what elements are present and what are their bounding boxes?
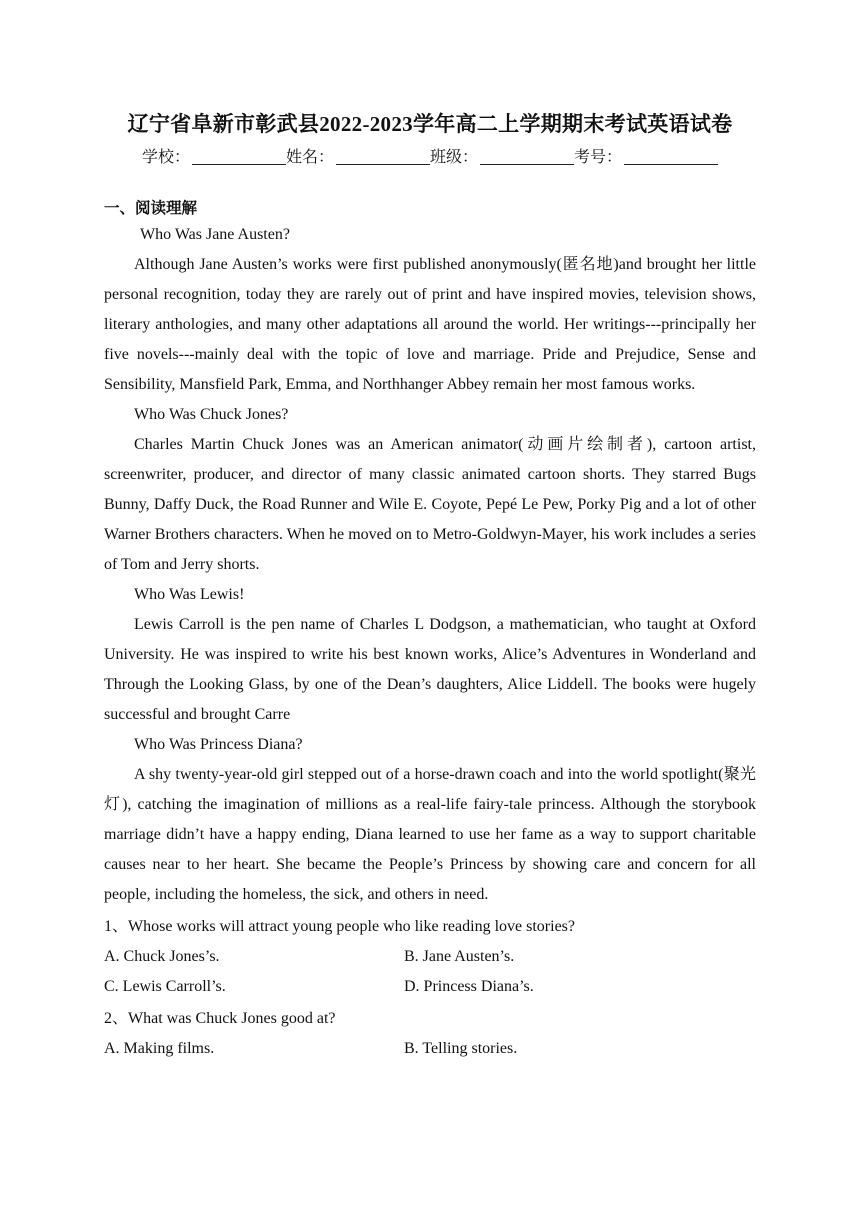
passage-subhead: Who Was Chuck Jones?	[134, 406, 289, 423]
answer-option[interactable]: C. Lewis Carroll’s.	[104, 978, 226, 995]
student-info-line	[0, 145, 860, 169]
class-blank[interactable]	[480, 148, 574, 165]
page-title: 辽宁省阜新市彰武县2022-2023学年高二上学期期末考试英语试卷	[127, 112, 733, 136]
school-blank[interactable]	[192, 148, 286, 165]
section-heading: 一、阅读理解	[104, 199, 198, 217]
class-field	[430, 145, 574, 169]
exam-number-label: 考号：	[574, 147, 623, 166]
answer-option[interactable]: A. Making films.	[104, 1040, 215, 1057]
answer-option[interactable]: D. Princess Diana’s.	[404, 978, 534, 995]
question-stem: 2、What was Chuck Jones good at?	[104, 1010, 336, 1027]
school-field	[142, 145, 286, 169]
school-label: 学校：	[141, 147, 190, 166]
question-stem: 1、Whose works will attract young people who like reading love stories?	[104, 918, 575, 935]
answer-option[interactable]: A. Chuck Jones’s.	[104, 948, 220, 965]
exam-number-field	[574, 145, 718, 169]
option-row	[104, 1034, 756, 1064]
passage-subhead: Who Was Princess Diana?	[134, 736, 303, 753]
passage-paragraph: Although Jane Austen’s works were first published anonymously(匿名地)and brought her little personal recognition, today they are rarely out of print and have inspired movies, television shows, literary anthologies, and many other adaptations all around the world. Her writings---principally her five novels---mainly deal with the topic of love and marriage. Pride and Prejudice, Sense and Sensibility, Mansfield Park, Emma, and Northhanger Abbey remain her most famous works.	[104, 256, 756, 393]
passage-paragraph: Lewis Carroll is the pen name of Charles L Dodgson, a mathematician, who taught at Oxford University. He was inspired to write his best known works, Alice’s Adventures in Wonderland and Through the Looking Glass, by one of the Dean’s daughters, Alice Liddell. The books were hugely successful and brought Carre	[104, 616, 756, 723]
class-label: 班级：	[430, 147, 479, 166]
exam-number-blank[interactable]	[624, 148, 718, 165]
passage-subhead: Who Was Lewis!	[134, 586, 245, 603]
option-row	[104, 942, 756, 972]
passage-subhead: Who Was Jane Austen?	[140, 226, 290, 243]
option-row	[104, 972, 756, 1002]
answer-option[interactable]: B. Telling stories.	[404, 1040, 518, 1057]
name-field	[286, 145, 430, 169]
answer-option[interactable]: B. Jane Austen’s.	[404, 948, 515, 965]
name-label: 姓名：	[285, 147, 334, 166]
reading-body	[104, 220, 756, 1064]
name-blank[interactable]	[336, 148, 430, 165]
passage-paragraph: A shy twenty-year-old girl stepped out of a horse-drawn coach and into the world spotlight(聚光灯), catching the imagination of millions as a real-life fairy-tale princess. Although the storybook marriage didn’t have a happy ending, Diana learned to use her fame as a way to support charitable causes near to her heart. She became the People’s Princess by showing care and concern for all people, including the homeless, the sick, and others in need.	[104, 766, 757, 903]
passage-paragraph: Charles Martin Chuck Jones was an American animator(动画片绘制者), cartoon artist, screenwriter, producer, and director of many classic animated cartoon shorts. They starred Bugs Bunny, Daffy Duck, the Road Runner and Wile E. Coyote, Pepé Le Pew, Porky Pig and a lot of other Warner Brothers characters. When he moved on to Metro-Goldwyn-Mayer, his work includes a series of Tom and Jerry shorts.	[104, 436, 756, 573]
